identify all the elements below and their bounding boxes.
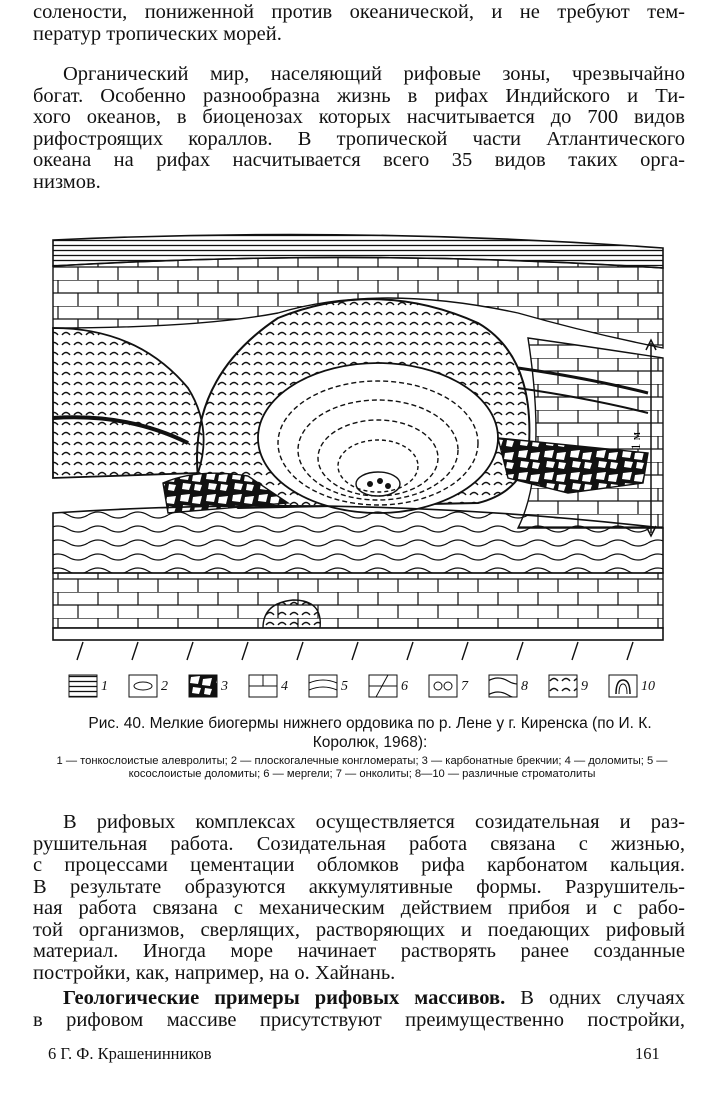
layer-dolomite-lower xyxy=(53,573,663,628)
paragraph-continuation xyxy=(33,2,685,45)
text-run: В одних случаях xyxy=(505,987,685,1009)
figure-legend xyxy=(68,674,655,704)
paragraph-geological-examples xyxy=(33,988,685,1031)
legend-item xyxy=(548,674,588,702)
footer-author: 6 Г. Ф. Крашенинников xyxy=(48,1044,212,1063)
text-line xyxy=(33,988,685,1010)
text-line: той организмов, сверлящих, растворяющих и поедающих рифовый xyxy=(33,918,685,941)
legend-label: 6 xyxy=(401,679,408,694)
legend-swatch-siltstone xyxy=(68,674,98,698)
legend-item xyxy=(428,674,468,702)
legend-swatch-stromatolite-a xyxy=(488,674,518,698)
figure-bioherm-cross-section xyxy=(48,228,668,668)
legend-swatch-conglomerate xyxy=(128,674,158,698)
text-line: с процессами цементации обломков рифа карбонатом кальция. xyxy=(33,854,685,876)
legend-label: 1 xyxy=(101,679,108,694)
legend-item xyxy=(608,674,655,702)
legend-item xyxy=(248,674,288,702)
legend-item xyxy=(488,674,528,702)
legend-label: 8 xyxy=(521,679,528,694)
page-number: 161 xyxy=(635,1044,660,1063)
figure-caption-legend: 1 — тонкослоистые алевролиты; 2 — плоскогалечные конгломераты; 3 — карбонатные брекчии; 4 — доломиты; 5 — косослоистые доломиты; 6 — мергели; 7 — онколиты; 8—10 — различные строматолиты xyxy=(56,755,668,780)
legend-swatch-breccia xyxy=(188,674,218,698)
text-line: ная работа связана с механическим действием прибоя и с рабо- xyxy=(33,897,685,919)
legend-item xyxy=(68,674,108,702)
legend-label: 4 xyxy=(281,679,288,694)
text-line: солености, пониженной против океанической, и не требуют тем- xyxy=(33,1,685,23)
legend-label: 3 xyxy=(221,679,228,694)
stromatolite-left xyxy=(53,328,204,478)
paragraph-reef-complexes xyxy=(33,812,685,984)
legend-label: 5 xyxy=(341,679,348,694)
legend-label: 2 xyxy=(161,679,168,694)
layer-marl-base xyxy=(53,628,663,660)
paragraph-organic-world xyxy=(33,64,685,193)
section-heading: Геологические примеры рифовых массивов. xyxy=(63,987,506,1009)
text-line: в рифовом массиве присутствуют преимущественно постройки, xyxy=(33,1008,685,1031)
text-line: низмов. xyxy=(33,170,101,193)
figure-caption-title: Рис. 40. Мелкие биогермы нижнего ордовика по р. Лене у г. Киренска (по И. К. Королюк, 1968): xyxy=(88,715,652,751)
text-line: океана на рифах насчитывается всего 35 видов таких орга- xyxy=(33,149,685,171)
text-line: материал. Иногда море начинает растворять ранее созданные xyxy=(33,940,685,962)
legend-swatch-marl xyxy=(368,674,398,698)
legend-swatch-stromatolite-b xyxy=(548,674,578,698)
legend-label: 7 xyxy=(461,679,468,694)
legend-swatch-cross-bedded xyxy=(308,674,338,698)
legend-item xyxy=(368,674,408,702)
legend-item xyxy=(128,674,168,702)
legend-item xyxy=(308,674,348,702)
legend-label: 10 xyxy=(641,679,655,694)
text-line: рушительная работа. Созидательная работа связана с жизнью, xyxy=(33,832,685,855)
legend-swatch-stromatolite-c xyxy=(608,674,638,698)
legend-swatch-dolomite xyxy=(248,674,278,698)
legend-label: 9 xyxy=(581,679,588,694)
text-line: постройки, как, например, на о. Хайнань. xyxy=(33,961,396,984)
text-line: рифостроящих кораллов. В тропической части Атлантического xyxy=(33,127,685,150)
legend-item xyxy=(188,674,228,702)
text-line: В рифовых комплексах осуществляется созидательная и раз- xyxy=(63,811,685,833)
text-line: хого океанов, в биоценозах которых насчитывается до 700 видов xyxy=(33,106,685,128)
text-line: богат. Особенно разнообразна жизнь в рифах Индийского и Ти- xyxy=(33,84,685,107)
scale-label: 1 м xyxy=(628,432,643,450)
text-line: В результате образуются аккумулятивные формы. Разрушитель- xyxy=(33,875,685,898)
text-line: ператур тропических морей. xyxy=(33,22,282,45)
text-line: Органический мир, населяющий рифовые зоны, чрезвычайно xyxy=(63,63,685,85)
legend-swatch-oncolite xyxy=(428,674,458,698)
